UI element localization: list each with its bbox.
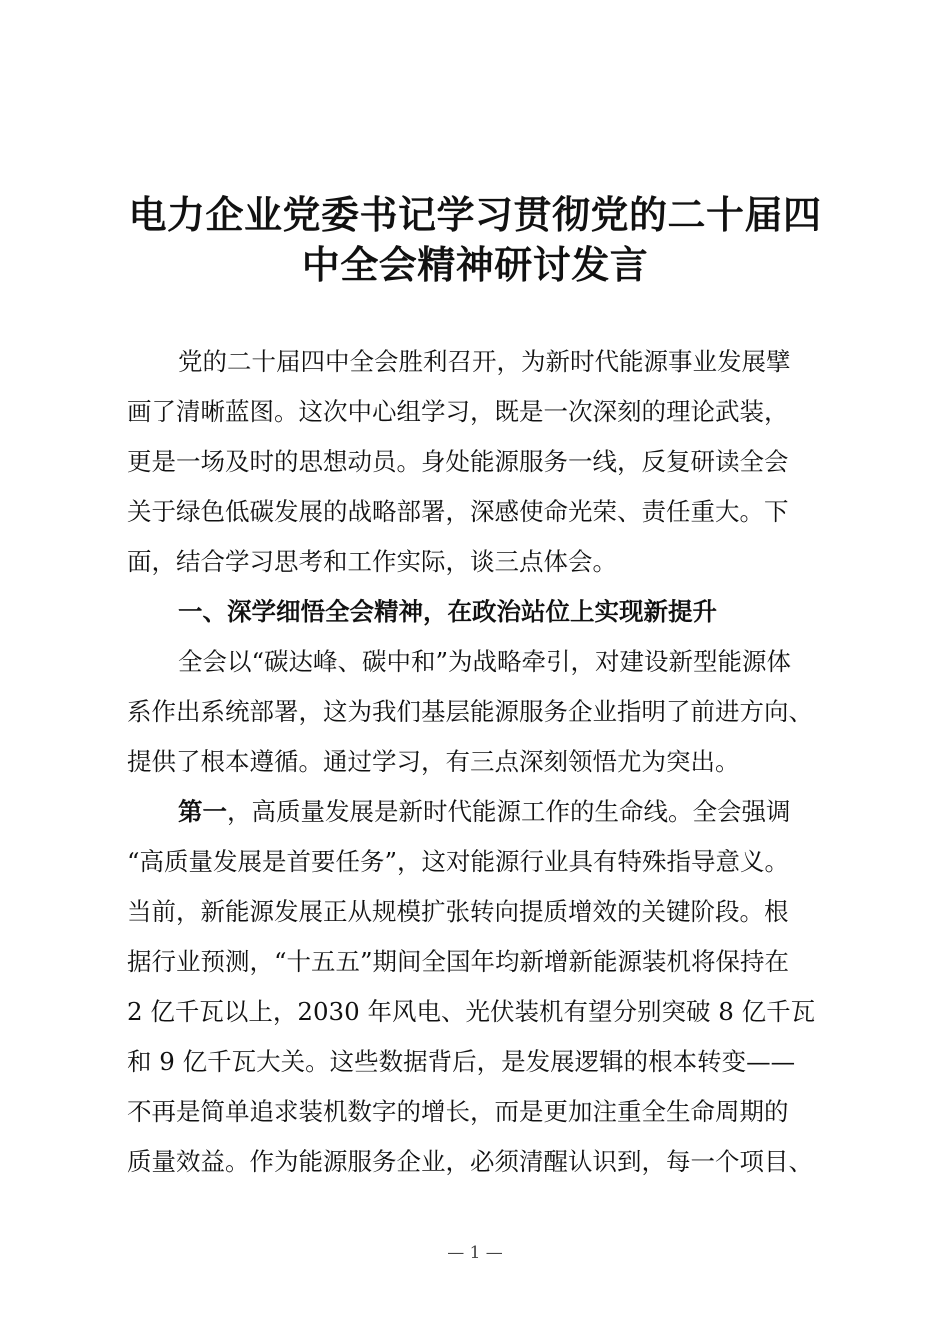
body-line: 画了清晰蓝图。这次中心组学习，既是一次深刻的理论武装，	[127, 397, 789, 426]
body-line: “高质量发展是首要任务”，这对能源行业具有特殊指导意义。	[127, 847, 790, 876]
body-line: 关于绿色低碳发展的战略部署，深感使命光荣、责任重大。下	[127, 497, 789, 526]
body-line: 2 亿千瓦以上，2030 年风电、光伏装机有望分别突破 8 亿千瓦	[127, 997, 816, 1026]
document-title-line-2: 中全会精神研讨发言	[301, 243, 649, 287]
body-line	[178, 787, 828, 837]
body-line: 党的二十届四中全会胜利召开，为新时代能源事业发展擘	[178, 347, 791, 376]
body-line: 不再是简单追求装机数字的增长，而是更加注重全生命周期的	[127, 1097, 789, 1126]
body-line: 系作出系统部署，这为我们基层能源服务企业指明了前进方向、	[127, 697, 813, 726]
body-line: 更是一场及时的思想动员。身处能源服务一线，反复研读全会	[127, 447, 789, 476]
body-line: 当前，新能源发展正从规模扩张转向提质增效的关键阶段。根	[127, 897, 789, 926]
point-text: ，高质量发展是新时代能源工作的生命线。全会强调	[227, 797, 791, 826]
body-line: 和 9 亿千瓦大关。这些数据背后，是发展逻辑的根本转变——	[127, 1047, 796, 1076]
section-heading: 一、深学细悟全会精神，在政治站位上实现新提升	[178, 597, 717, 626]
page-number: — 1 —	[447, 1243, 503, 1263]
body-line: 全会以“碳达峰、碳中和”为战略牵引，对建设新型能源体	[178, 647, 792, 676]
point-label: 第一	[178, 797, 227, 826]
body-line: 提供了根本遵循。通过学习，有三点深刻领悟尤为突出。	[127, 747, 740, 776]
document-title-line-1: 电力企业党委书记学习贯彻党的二十届四	[128, 193, 822, 237]
body-line: 质量效益。作为能源服务企业，必须清醒认识到，每一个项目、	[127, 1147, 813, 1176]
body-line: 面，结合学习思考和工作实际，谈三点体会。	[127, 547, 617, 576]
body-line: 据行业预测，“十五五”期间全国年均新增新能源装机将保持在	[127, 947, 790, 976]
